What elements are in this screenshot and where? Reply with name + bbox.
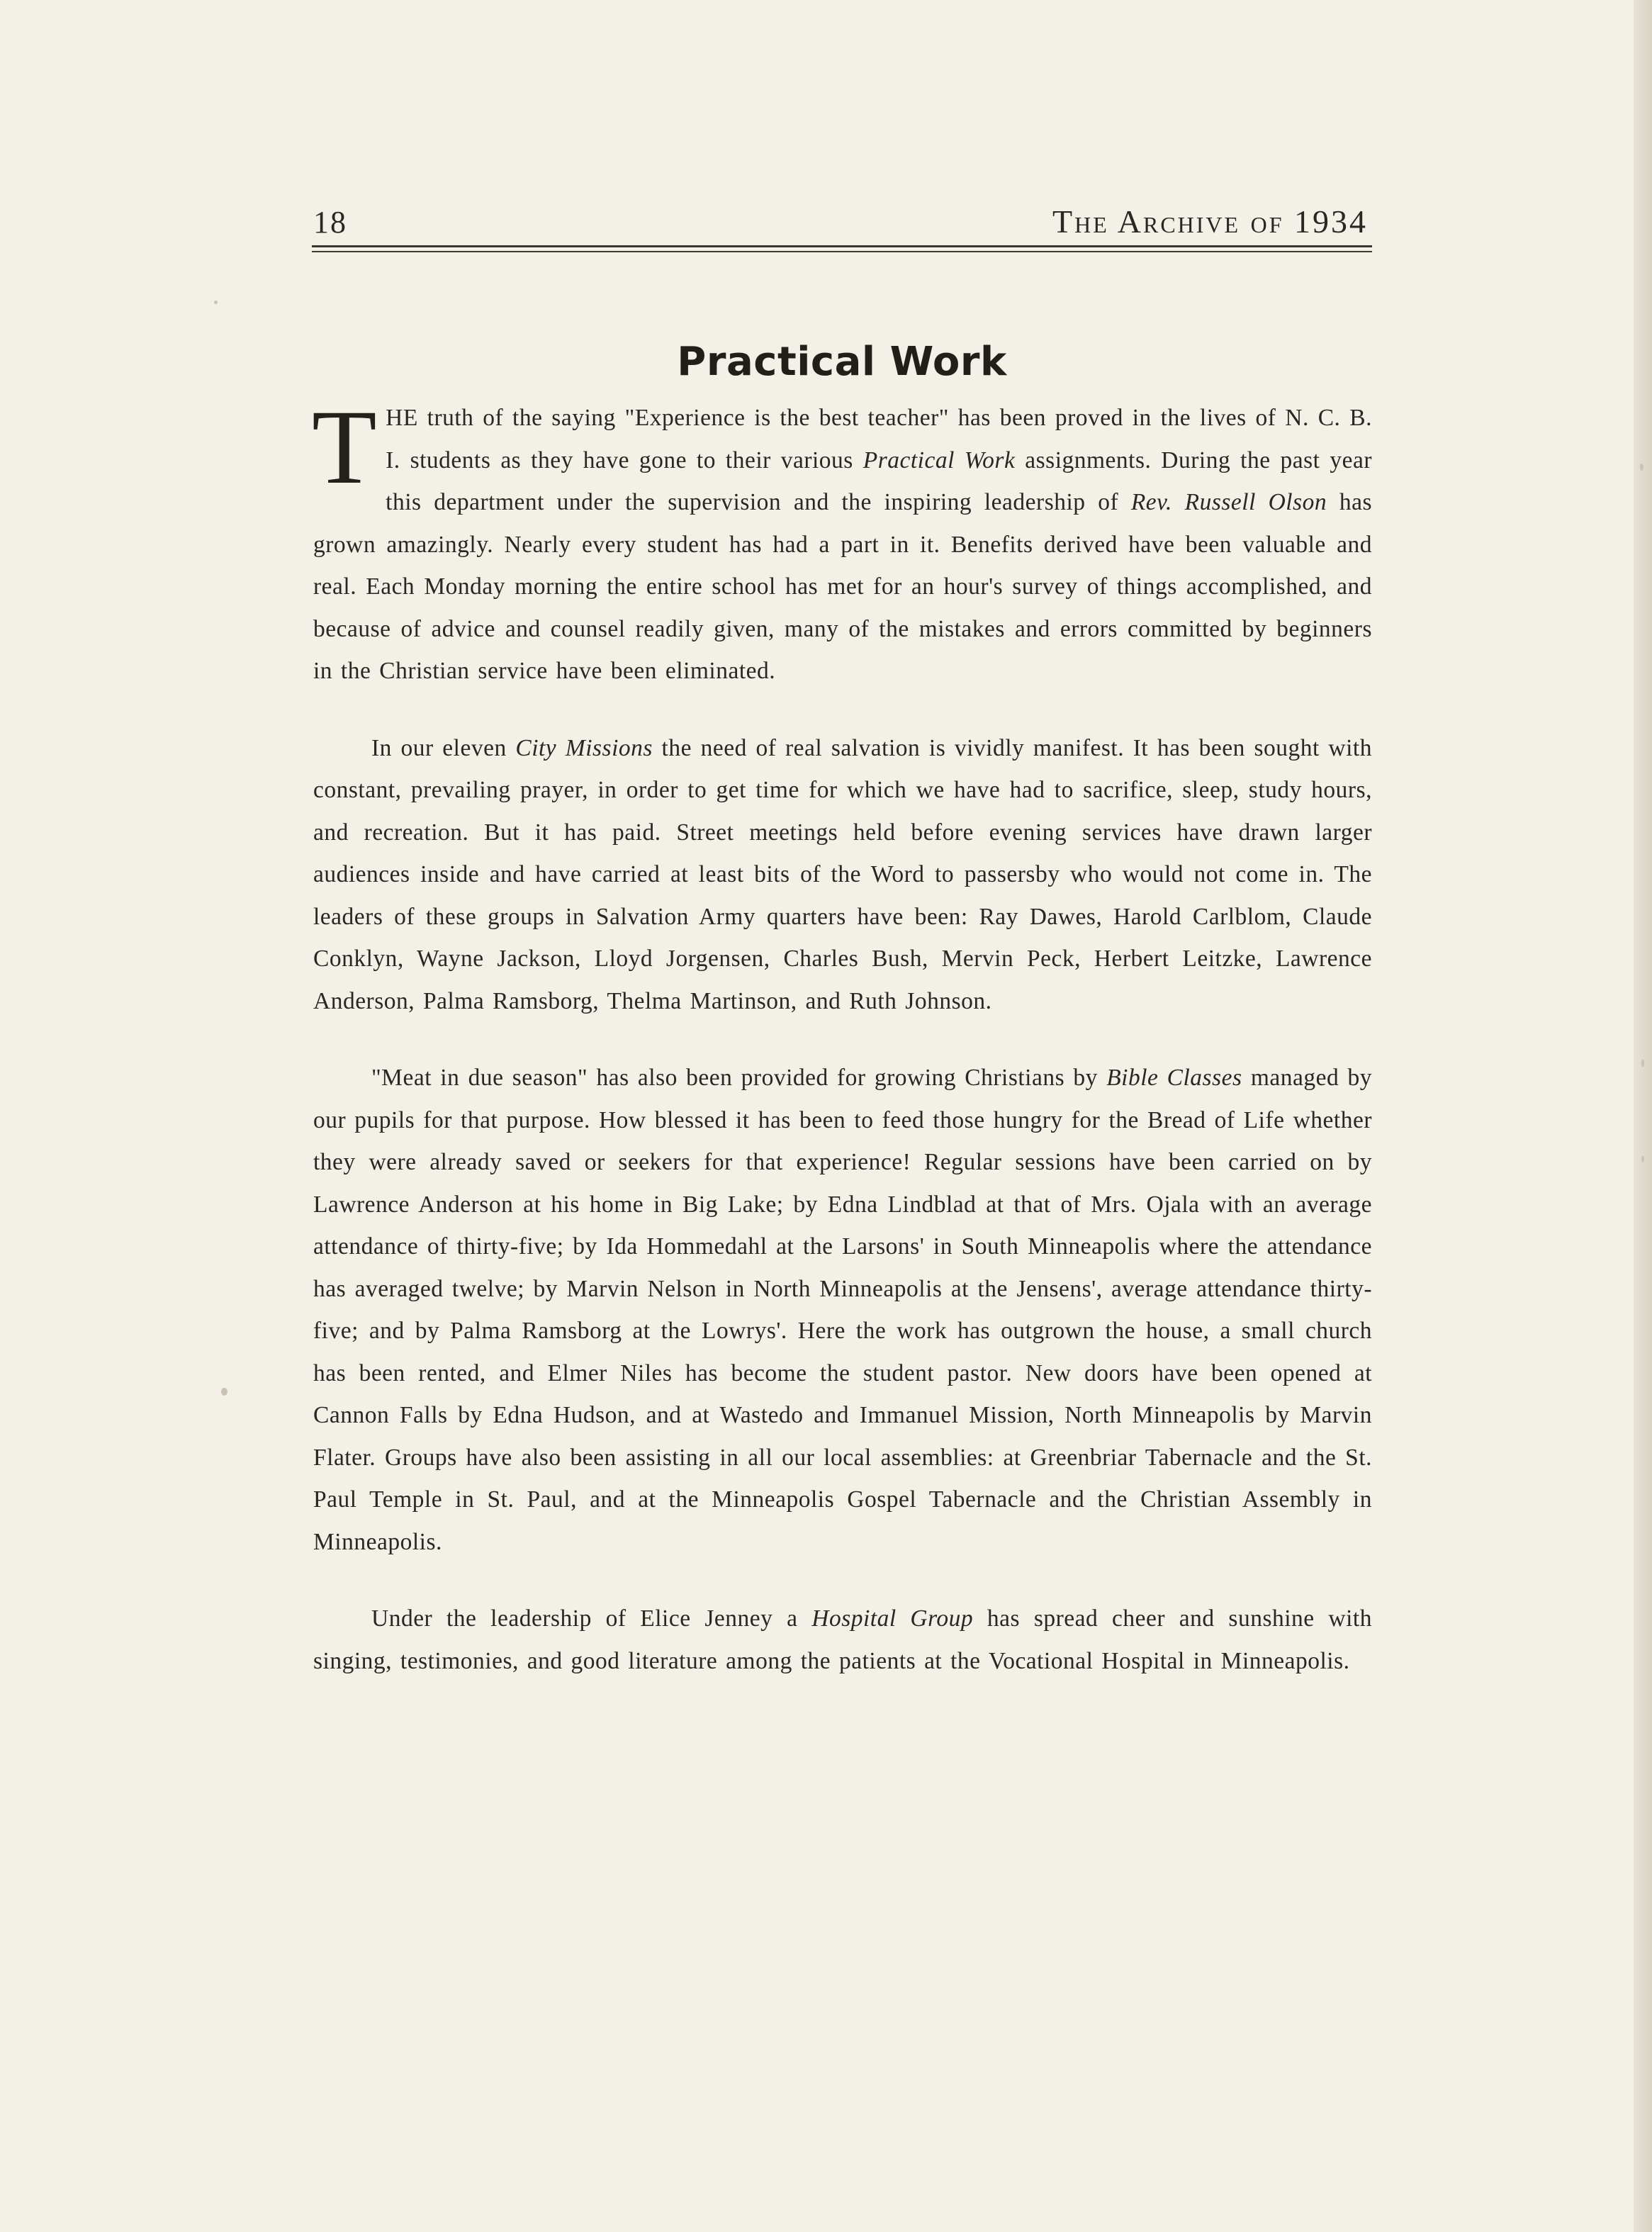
page-edge-shadow <box>1634 0 1652 2232</box>
header-rule-bottom <box>312 251 1372 252</box>
paragraph-3 <box>313 1057 1372 1563</box>
text-run: HE truth of the saying "Experience is the best teacher" has been proved in the lives of N. C. B. I. students as they have gone to their various <box>386 405 1372 473</box>
running-title: The Archive of 1934 <box>1052 203 1368 240</box>
text-run: In our eleven <box>371 734 516 761</box>
text-run: the need of real salvation is vividly manifest. It has been sought with constant, prevailing prayer, in order to get time for which we have had to sacrifice, sleep, study hours, and recreation. But it has paid. Street meetings held before evening services have drawn larger audiences inside and have carried at least bits of the Word to passersby who would not come in. The leaders of these groups in Salvation Army quarters have been: Ray Dawes, Harold Carlblom, Claude Conklyn, Wayne Jackson, Lloyd Jorgensen, Charles Bush, Mervin Peck, Herbert Leitzke, Lawrence Anderson, Palma Ramsborg, Thelma Martinson, and Ruth Johnson. <box>313 734 1372 1014</box>
paper-speck <box>214 301 218 304</box>
paper-speck <box>1640 464 1643 471</box>
paragraph-1 <box>312 388 1373 692</box>
italic-term: City Missions <box>515 734 653 761</box>
text-run: managed by our pupils for that purpose. How blessed it has been to feed those hungry for the Bread of Life whether they were already saved or seekers for that experience! Regular sessions have been carried on by Lawrence Anderson at his home in Big Lake; by Edna Lindblad at that of Mrs. Ojala with an average attendance of thirty-five; by Ida Hommedahl at the Larsons' in South Minneapolis where the attendance has averaged twelve; by Marvin Nelson in North Minneapolis at the Jensens', average attendance thirty-five; and by Palma Ramsborg at the Lowrys'. Here the work has outgrown the house, a small church has been rented, and Elmer Niles has become the student pastor. New doors have been opened at Cannon Falls by Edna Hudson, and at Wastedo and Immanuel Mission, North Minneapolis by Marvin Flater. Groups have also been assisting in all our local assemblies: at Greenbriar Tabernacle and the St. Paul Temple in St. Paul, and at the Minneapolis Gospel Tabernacle and the Christian Assembly in Minneapolis. <box>313 1065 1373 1555</box>
paragraph-4 <box>313 1598 1372 1682</box>
italic-term: Hospital Group <box>811 1605 974 1632</box>
paper-speck <box>1641 1059 1644 1067</box>
text-run: has grown amazingly. Nearly every student has had a part in it. Benefits derived have been valuable and real. Each Monday morning the entire school has met for an hour's survey of things accomplished, and because of advice and counsel readily given, many of the mistakes and errors committed by beginners in the Christian service have been eliminated. <box>313 489 1372 684</box>
page-header <box>312 203 1372 245</box>
header-rule-top <box>312 245 1372 247</box>
paper-speck <box>1641 1155 1644 1162</box>
text-run: "Meat in due season" has also been provided for growing Christians by <box>371 1065 1107 1091</box>
text-run: Under the leadership of Elice Jenney a <box>371 1605 812 1632</box>
italic-name: Rev. Russell Olson <box>1130 489 1327 515</box>
italic-term: Bible Classes <box>1106 1065 1242 1091</box>
drop-cap: T <box>312 388 378 506</box>
page-number: 18 <box>313 205 347 240</box>
paper-speck <box>221 1388 227 1396</box>
article-body <box>312 388 1373 1717</box>
italic-term: Practical Work <box>862 447 1016 473</box>
text-run: has spread cheer and sunshine with singing, testimonies, and good literature among the patients at the Vocational Hospital in Minneapolis. <box>313 1605 1372 1674</box>
paragraph-2 <box>313 727 1372 1023</box>
article-title: Practical Work <box>677 338 1007 385</box>
text-run: assignments. During the past year this department under the supervision and the inspiring leadership of <box>386 447 1373 515</box>
